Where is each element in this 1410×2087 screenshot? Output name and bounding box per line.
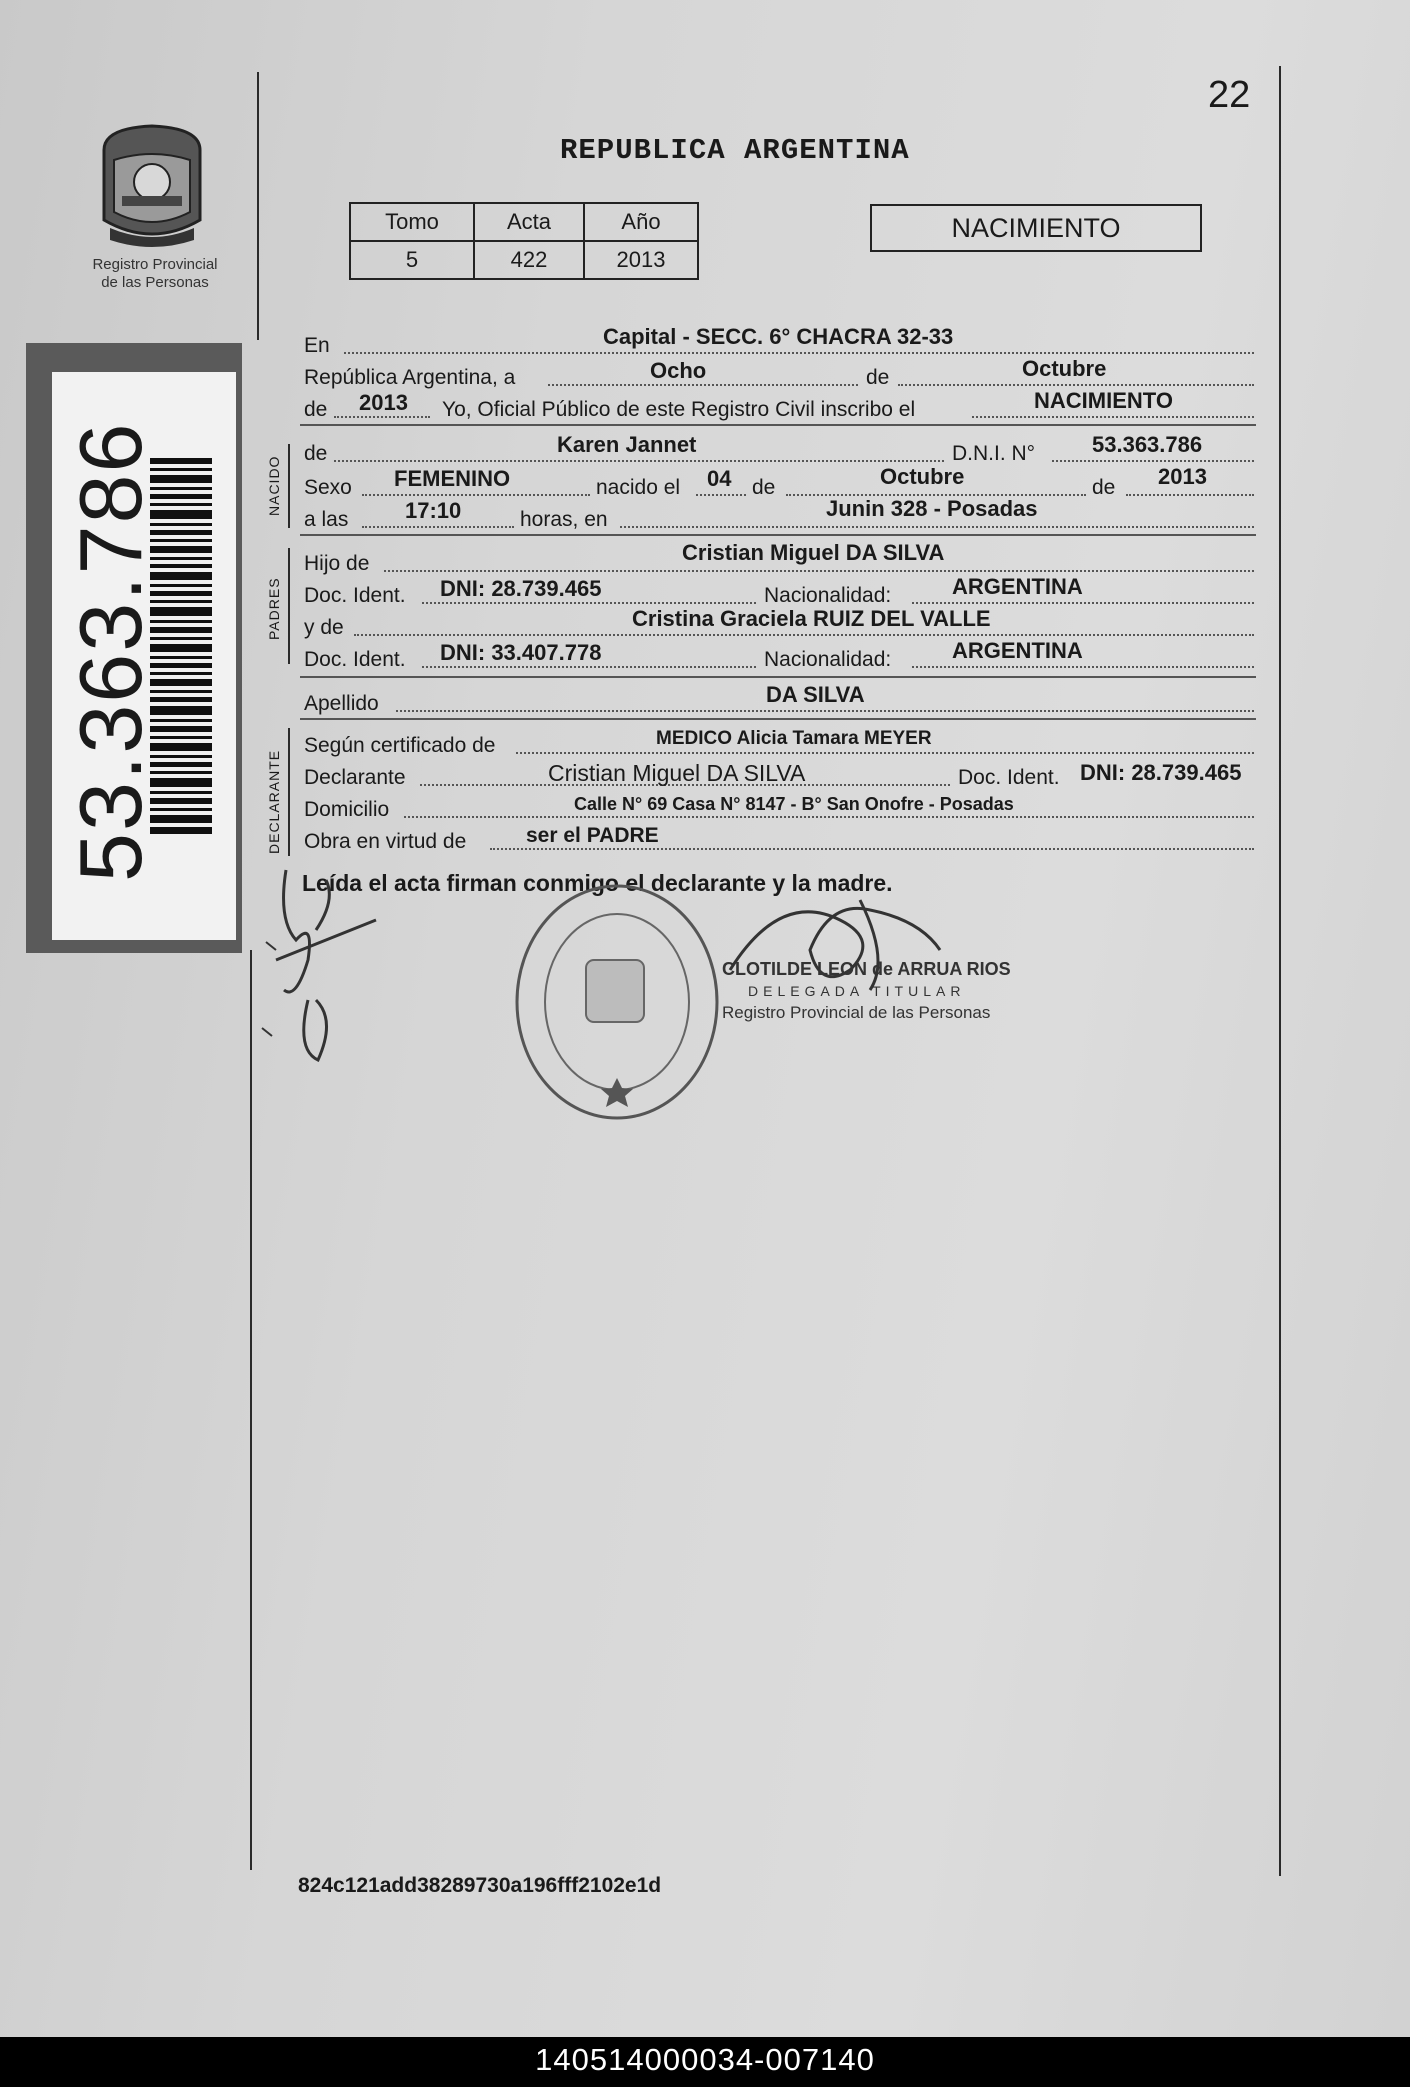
horas-label: horas, en	[520, 508, 608, 531]
section-divider	[300, 424, 1256, 426]
record-type-box: NACIMIENTO	[870, 204, 1202, 252]
left-margin-line-lower	[250, 950, 252, 1870]
cert-label: Según certificado de	[304, 734, 496, 757]
dotted-line	[384, 570, 1254, 572]
dotted-line	[620, 526, 1254, 528]
time-value: 17:10	[405, 498, 462, 523]
father-nat-value: ARGENTINA	[952, 574, 1083, 599]
mother-nat-label: Nacionalidad:	[764, 648, 892, 671]
birth-year-value: 2013	[1158, 464, 1207, 489]
official-name: CLOTILDE LEON de ARRUA RIOS	[722, 959, 1011, 979]
acta-header: Acta	[474, 203, 584, 241]
republica-label: República Argentina, a	[304, 366, 516, 389]
sexo-label: Sexo	[304, 476, 352, 499]
dotted-line	[1126, 494, 1254, 496]
obra-label: Obra en virtud de	[304, 830, 467, 853]
dotted-line	[696, 494, 746, 496]
dni-value: 53.363.786	[1092, 432, 1203, 457]
section-label-declarante: DECLARANTE	[266, 749, 282, 854]
a-las-label: a las	[304, 508, 349, 531]
nacido-de-label: de	[304, 442, 328, 465]
logo-caption-line2: de las Personas	[101, 274, 209, 291]
nacido-el-label: nacido el	[596, 476, 681, 499]
section-bracket-declarante	[288, 728, 290, 856]
dotted-line	[422, 602, 756, 604]
page-title: REPUBLICA ARGENTINA	[560, 134, 910, 167]
year-value: 2013	[359, 390, 408, 415]
right-margin-line	[1279, 66, 1281, 1876]
domicilio-value: Calle N° 69 Casa N° 8147 - B° San Onofre - Posadas	[574, 794, 1014, 814]
dni-label: D.N.I. N°	[952, 442, 1036, 465]
dotted-line	[516, 752, 1254, 754]
dotted-line	[898, 384, 1254, 386]
y-de-label: y de	[304, 616, 344, 639]
province-seal-logo	[96, 120, 208, 250]
birth-month-value: Octubre	[880, 464, 965, 489]
dotted-line	[490, 848, 1254, 850]
de2-label: de	[304, 398, 328, 421]
section-divider	[300, 676, 1256, 678]
place-value: Capital - SECC. 6° CHACRA 32-33	[603, 324, 954, 349]
de-label: de	[866, 366, 890, 389]
yo-text: Yo, Oficial Público de este Registro Civil inscribo el	[442, 398, 916, 421]
logo-caption-line1: Registro Provincial	[92, 256, 218, 273]
dotted-line	[548, 384, 858, 386]
dotted-line	[912, 602, 1254, 604]
en-label: En	[304, 334, 330, 357]
mother-doc-label: Doc. Ident.	[304, 648, 406, 671]
official-office: Registro Provincial de las Personas	[722, 1003, 991, 1022]
section-bracket-padres	[288, 548, 290, 664]
official-stamp	[512, 882, 722, 1122]
father-name-value: Cristian Miguel DA SILVA	[682, 540, 945, 565]
de-label-3: de	[1092, 476, 1116, 499]
tomo-value: 5	[350, 241, 474, 279]
declarante-doc-value: DNI: 28.739.465	[1080, 760, 1242, 785]
anio-header: Año	[584, 203, 698, 241]
name-value: Karen Jannet	[557, 432, 697, 457]
dotted-line	[404, 816, 1254, 818]
father-doc-label: Doc. Ident.	[304, 584, 406, 607]
birth-place-value: Junin 328 - Posadas	[826, 496, 1038, 521]
cert-value: MEDICO Alicia Tamara MEYER	[656, 728, 932, 749]
dotted-line	[362, 526, 514, 528]
acta-value: 422	[474, 241, 584, 279]
left-margin-line	[257, 72, 259, 340]
birth-day-value: 04	[707, 466, 732, 491]
logo-caption	[74, 256, 236, 292]
father-nat-label: Nacionalidad:	[764, 584, 892, 607]
anio-value: 2013	[584, 241, 698, 279]
section-divider	[300, 718, 1256, 720]
dotted-line	[344, 352, 1254, 354]
declarante-signature	[256, 860, 456, 1070]
reference-table	[349, 202, 699, 280]
declarante-label: Declarante	[304, 766, 406, 789]
dotted-line	[334, 460, 944, 462]
tomo-header: Tomo	[350, 203, 474, 241]
dotted-line	[1052, 460, 1254, 462]
mother-doc-value: DNI: 33.407.778	[440, 640, 602, 665]
section-divider	[300, 534, 1256, 536]
section-label-padres: PADRES	[266, 577, 282, 640]
mother-nat-value: ARGENTINA	[952, 638, 1083, 663]
official-block	[722, 958, 1011, 1024]
apellido-label: Apellido	[304, 692, 379, 715]
sexo-value: FEMENINO	[394, 466, 511, 491]
dotted-line	[362, 494, 590, 496]
de-label-2: de	[752, 476, 776, 499]
page-number: 22	[1208, 74, 1251, 116]
section-label-nacido: NACIDO	[266, 455, 282, 516]
hijo-de-label: Hijo de	[304, 552, 370, 575]
dotted-line	[972, 416, 1254, 418]
declarante-name-value: Cristian Miguel DA SILVA	[548, 760, 806, 786]
mother-name-value: Cristina Graciela RUIZ DEL VALLE	[632, 606, 991, 631]
footer-code: 140514000034-007140	[535, 2042, 875, 2077]
dotted-line	[396, 710, 1254, 712]
day-text-value: Ocho	[650, 358, 707, 383]
inscribed-value: NACIMIENTO	[1034, 388, 1173, 413]
official-role: DELEGADA TITULAR	[748, 983, 966, 999]
dotted-line	[422, 666, 756, 668]
barcode-number: 53.363.786	[61, 421, 160, 882]
obra-value: ser el PADRE	[526, 824, 659, 847]
document-hash: 824c121add38289730a196fff2102e1d	[298, 1874, 662, 1897]
dotted-line	[354, 634, 1254, 636]
declarante-doc-label: Doc. Ident.	[958, 766, 1060, 789]
father-doc-value: DNI: 28.739.465	[440, 576, 602, 601]
section-bracket-nacido	[288, 444, 290, 528]
dotted-line	[912, 666, 1254, 668]
domicilio-label: Domicilio	[304, 798, 390, 821]
closing-statement: Leída el acta firman conmigo el declarante y la madre.	[302, 870, 893, 896]
dotted-line	[334, 416, 430, 418]
apellido-value: DA SILVA	[766, 682, 865, 707]
month-text-value: Octubre	[1022, 356, 1107, 381]
